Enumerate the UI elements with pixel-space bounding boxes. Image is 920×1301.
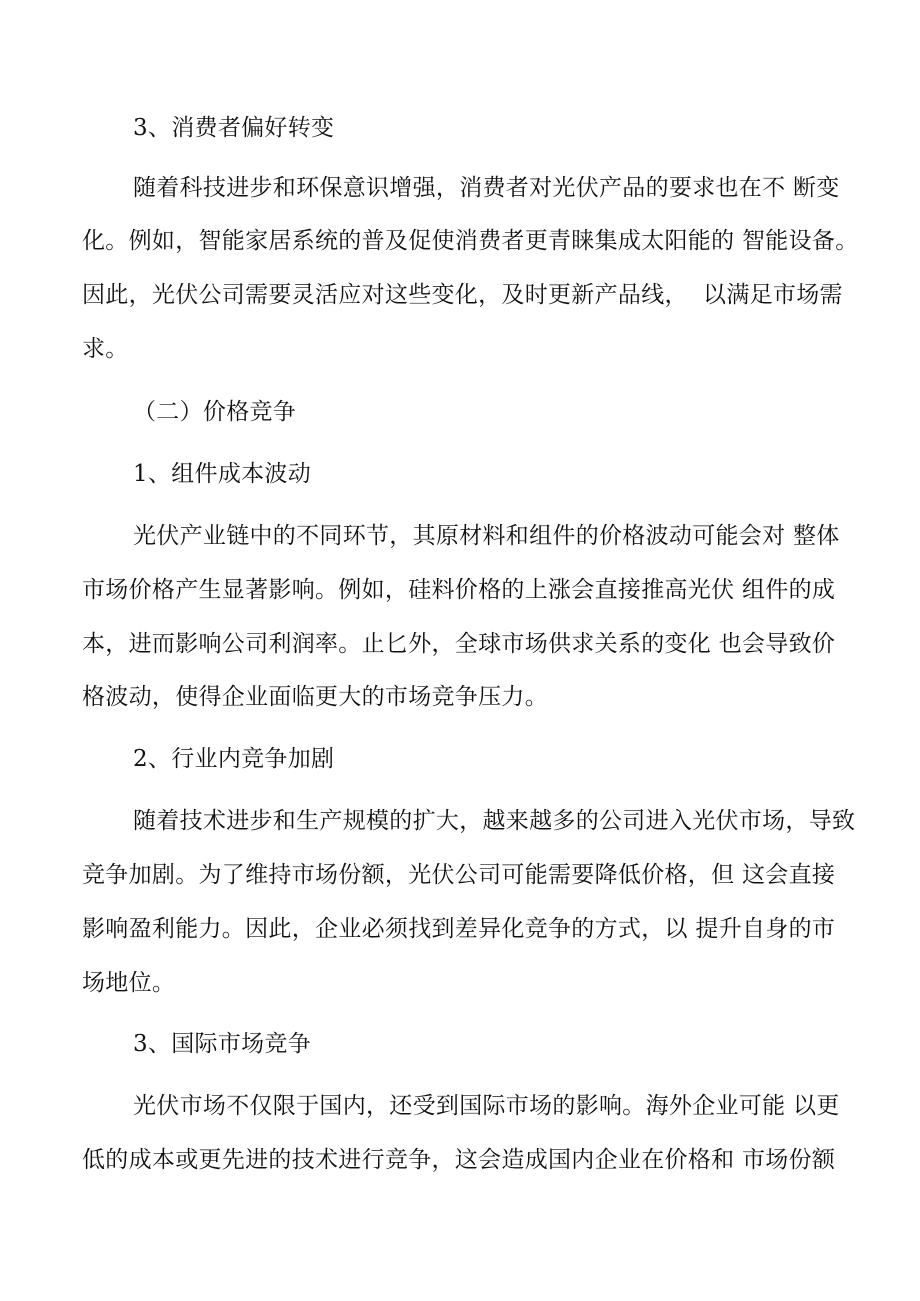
paragraph-line: 场地位。: [82, 970, 176, 996]
paragraph-line: 求。: [82, 336, 129, 362]
section-heading: 2、行业内竞争加剧: [133, 746, 335, 772]
paragraph-line: 光伏产业链中的不同环节，其原材料和组件的价格波动可能会对 整体: [133, 523, 840, 549]
section-heading: 3、国际市场竞争: [133, 1031, 312, 1057]
paragraph-line: 格波动，使得企业面临更大的市场竞争压力。: [82, 684, 548, 710]
section-heading: 3、消费者偏好转变: [133, 115, 335, 141]
paragraph-line: 光伏市场不仅限于国内，还受到国际市场的影响。海外企业可能 以更: [133, 1093, 840, 1119]
paragraph-line: 市场价格产生显著影响。例如，硅料价格的上涨会直接推高光伏 组件的成: [82, 577, 836, 603]
paragraph-line: 化。例如，智能家居系统的普及促使消费者更青睐集成太阳能的 智能设备。: [82, 228, 859, 254]
paragraph-line: 因此，光伏公司需要灵活应对这些变化，及时更新产品线， 以满足市场需: [82, 282, 843, 308]
paragraph-line: 低的成本或更先进的技术进行竞争，这会造成国内企业在价格和 市场份额: [82, 1147, 836, 1173]
paragraph-line: 随着技术进步和生产规模的扩大，越来越多的公司进入光伏市场，导致: [133, 808, 856, 834]
paragraph-line: 影响盈利能力。因此，企业必须找到差异化竞争的方式，以 提升自身的市: [82, 916, 836, 942]
section-heading: 1、组件成本波动: [133, 461, 312, 487]
paragraph-line: 竞争加剧。为了维持市场份额，光伏公司可能需要降低价格，但 这会直接: [82, 862, 836, 888]
paragraph-line: 随着科技进步和环保意识增强，消费者对光伏产品的要求也在不 断变: [133, 175, 840, 201]
section-heading: （二）价格竞争: [133, 399, 297, 425]
paragraph-line: 本，进而影响公司利润率。止匕外，全球市场供求关系的变化 也会导致价: [82, 631, 836, 657]
